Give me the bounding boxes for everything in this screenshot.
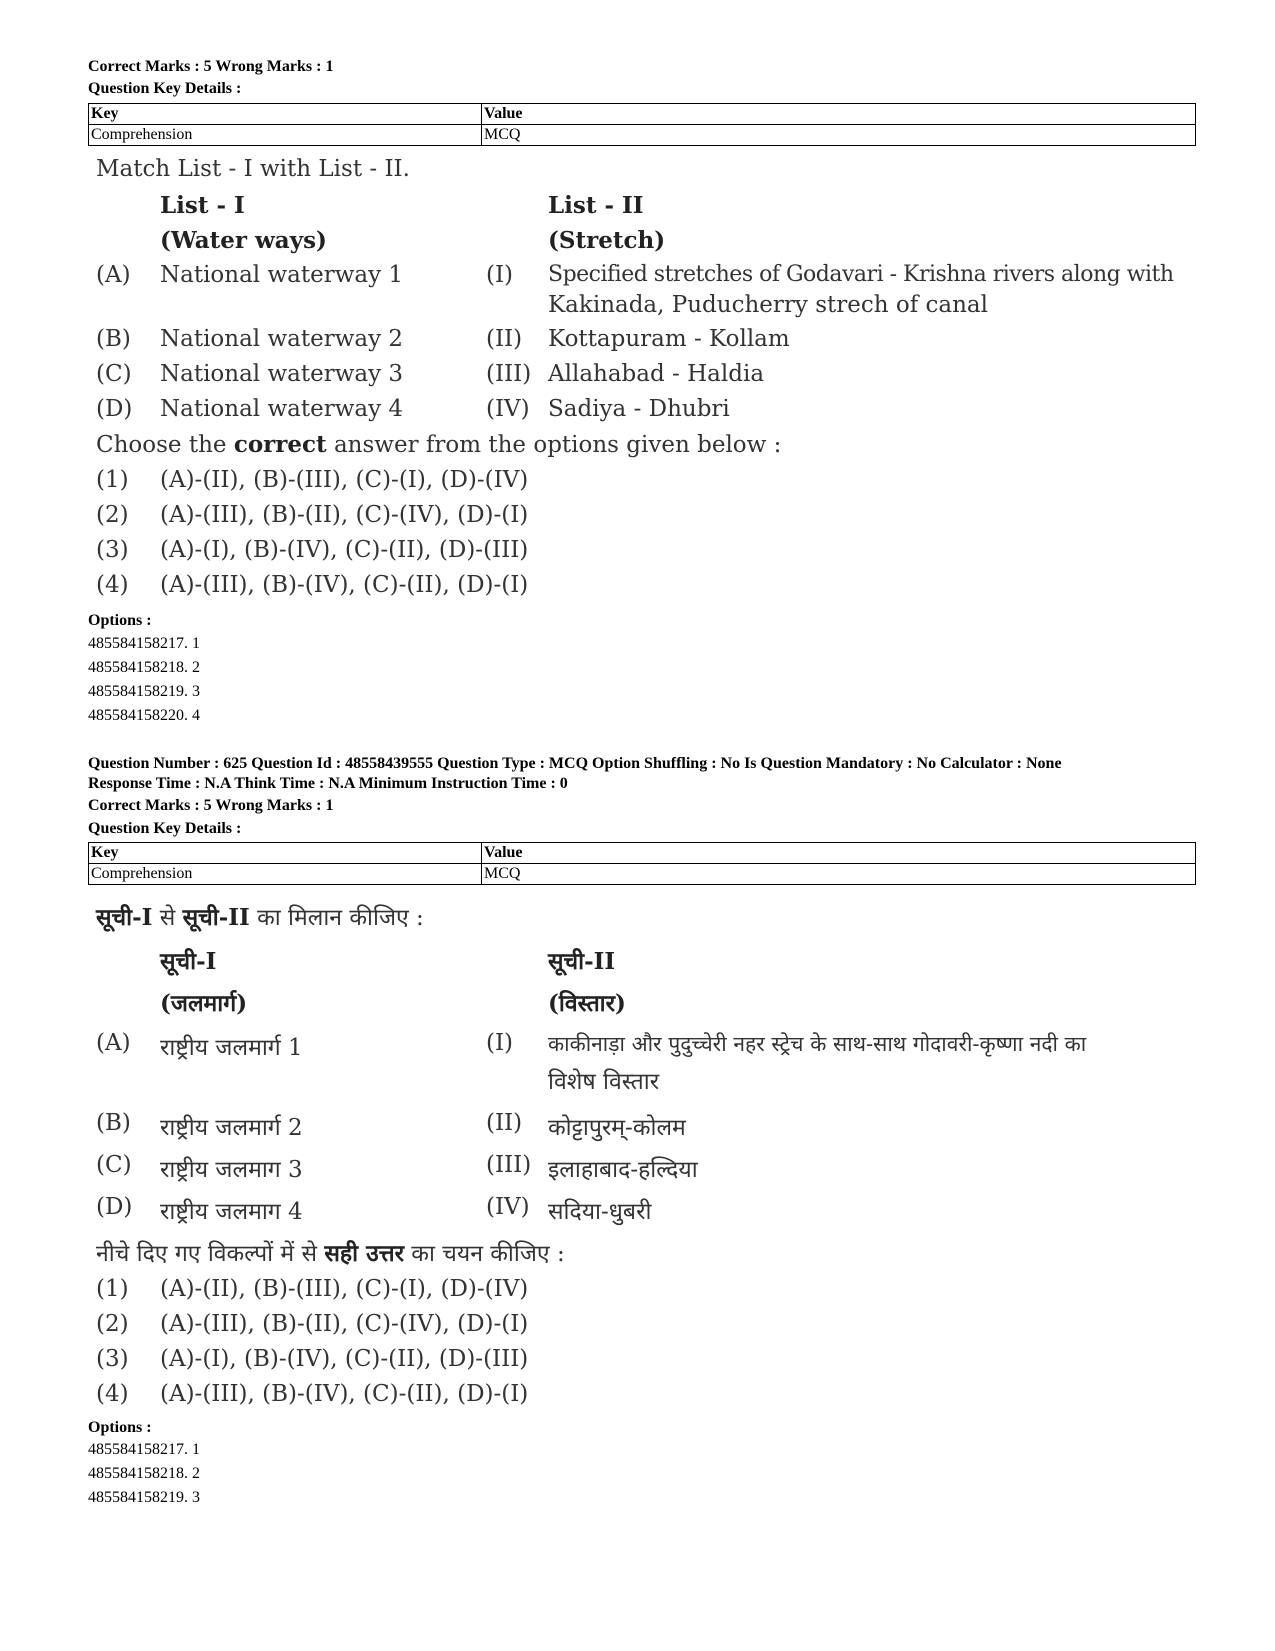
q1-option-2[interactable]: 485584158218. 2 xyxy=(88,659,200,676)
q2-marks: Correct Marks : 5 Wrong Marks : 1 xyxy=(88,797,334,814)
q2-answer-3-num: (3) xyxy=(96,1346,129,1372)
q2-key-cell: Comprehension xyxy=(89,864,482,885)
q2-list1-title: सूची-I xyxy=(160,948,217,975)
q1-row-b-roman: (II) xyxy=(486,326,523,352)
q1-option-3[interactable]: 485584158219. 3 xyxy=(88,683,200,700)
q2-row-c-label: (C) xyxy=(96,1152,132,1178)
q1-list2-title: List - II xyxy=(548,192,644,219)
q1-key-header: Key xyxy=(89,104,482,125)
q2-row-d-text: राष्ट्रीय जलमाग 4 xyxy=(160,1199,303,1225)
q2-row-d-roman: (IV) xyxy=(486,1194,530,1220)
q2-list2-sub: (विस्तार) xyxy=(548,990,626,1017)
q1-row-d-text: National waterway 4 xyxy=(160,396,404,422)
q1-value-header: Value xyxy=(482,104,1196,125)
q1-key-cell: Comprehension xyxy=(89,125,482,146)
q2-row-b-label: (B) xyxy=(96,1110,131,1136)
q1-value-cell: MCQ xyxy=(482,125,1196,146)
q1-row-b-text: National waterway 2 xyxy=(160,326,404,352)
q2-row-a-stretch: काकीनाड़ा और पुदुच्चेरी नहर स्ट्रेच के साथ-साथ गोदावरी-कृष्णा नदी का xyxy=(548,1032,1087,1056)
q1-choose-instruction: Choose the correct answer from the options given below : xyxy=(96,431,782,458)
q2-option-1[interactable]: 485584158217. 1 xyxy=(88,1441,200,1458)
q1-marks: Correct Marks : 5 Wrong Marks : 1 xyxy=(88,58,334,75)
q1-answer-1-text: (A)-(II), (B)-(III), (C)-(I), (D)-(IV) xyxy=(160,467,529,493)
q2-header-line2: Response Time : N.A Think Time : N.A Minimum Instruction Time : 0 xyxy=(88,775,568,792)
q2-key-header: Key xyxy=(89,843,482,864)
q2-answer-2-text: (A)-(III), (B)-(II), (C)-(IV), (D)-(I) xyxy=(160,1311,529,1337)
q2-row-c-text: राष्ट्रीय जलमाग 3 xyxy=(160,1157,303,1183)
q1-key-details-label: Question Key Details : xyxy=(88,80,242,97)
q1-row-a-roman: (I) xyxy=(486,262,514,288)
q1-list2-sub: (Stretch) xyxy=(548,227,666,254)
q2-option-2[interactable]: 485584158218. 2 xyxy=(88,1465,200,1482)
q2-answer-4-text: (A)-(III), (B)-(IV), (C)-(II), (D)-(I) xyxy=(160,1381,529,1407)
q2-row-c-stretch: इलाहाबाद-हल्दिया xyxy=(548,1157,698,1183)
q1-row-a-text: National waterway 1 xyxy=(160,262,404,288)
q1-row-c-stretch: Allahabad - Haldia xyxy=(548,361,765,387)
q1-row-a-stretch: Specified stretches of Godavari - Krishna rivers along with xyxy=(548,262,1174,287)
q1-option-4[interactable]: 485584158220. 4 xyxy=(88,707,200,724)
q2-row-c-roman: (III) xyxy=(486,1152,532,1178)
q2-row-b-text: राष्ट्रीय जलमार्ग 2 xyxy=(160,1115,303,1141)
q2-stem: सूची-I से सूची-II का मिलान कीजिए : xyxy=(96,904,424,931)
q1-answer-4-num: (4) xyxy=(96,572,129,598)
q2-row-d-label: (D) xyxy=(96,1194,133,1220)
q2-key-details-label: Question Key Details : xyxy=(88,820,242,837)
q1-row-c-text: National waterway 3 xyxy=(160,361,404,387)
q2-key-table xyxy=(88,842,1196,885)
q2-row-d-stretch: सदिया-धुबरी xyxy=(548,1199,652,1225)
q1-stem: Match List - I with List - II. xyxy=(96,156,410,182)
q1-key-table xyxy=(88,103,1196,146)
q1-row-c-label: (C) xyxy=(96,361,132,387)
q1-row-b-stretch: Kottapuram - Kollam xyxy=(548,326,790,352)
q1-row-a-label: (A) xyxy=(96,262,131,288)
q1-row-b-label: (B) xyxy=(96,326,131,352)
q2-row-b-roman: (II) xyxy=(486,1110,523,1136)
q2-value-header: Value xyxy=(482,843,1196,864)
q1-row-d-stretch: Sadiya - Dhubri xyxy=(548,396,730,422)
q2-list1-sub: (जलमार्ग) xyxy=(160,990,248,1017)
q1-row-d-label: (D) xyxy=(96,396,133,422)
q2-answer-4-num: (4) xyxy=(96,1381,129,1407)
q2-options-label: Options : xyxy=(88,1419,152,1436)
q1-options-label: Options : xyxy=(88,612,152,629)
q1-answer-4-text: (A)-(III), (B)-(IV), (C)-(II), (D)-(I) xyxy=(160,572,529,598)
q1-row-c-roman: (III) xyxy=(486,361,532,387)
q2-options-list xyxy=(88,1438,200,1510)
q1-answer-3-num: (3) xyxy=(96,537,129,563)
q2-row-a-roman: (I) xyxy=(486,1030,514,1056)
q2-row-b-stretch: कोट्टापुरम्-कोलम xyxy=(548,1115,686,1141)
q1-list1-sub: (Water ways) xyxy=(160,227,327,254)
q2-row-a-label: (A) xyxy=(96,1030,131,1056)
q1-list1-title: List - I xyxy=(160,192,245,219)
q1-options-list xyxy=(88,632,200,728)
q1-row-a-stretch-2: Kakinada, Puducherry strech of canal xyxy=(548,292,988,318)
q1-answer-2-num: (2) xyxy=(96,502,129,528)
q2-row-a-stretch-2: विशेष विस्तार xyxy=(548,1069,660,1095)
q1-option-1[interactable]: 485584158217. 1 xyxy=(88,635,200,652)
q2-choose-instruction: नीचे दिए गए विकल्पों में से सही उत्तर का चयन कीजिए : xyxy=(96,1240,565,1267)
q1-answer-1-num: (1) xyxy=(96,467,129,493)
q1-answer-3-text: (A)-(I), (B)-(IV), (C)-(II), (D)-(III) xyxy=(160,537,529,563)
q2-answer-2-num: (2) xyxy=(96,1311,129,1337)
q2-list2-title: सूची-II xyxy=(548,948,616,975)
q2-answer-1-text: (A)-(II), (B)-(III), (C)-(I), (D)-(IV) xyxy=(160,1276,529,1302)
q2-answer-1-num: (1) xyxy=(96,1276,129,1302)
q2-value-cell: MCQ xyxy=(482,864,1196,885)
q2-option-3[interactable]: 485584158219. 3 xyxy=(88,1489,200,1506)
q2-header-line1: Question Number : 625 Question Id : 48558439555 Question Type : MCQ Option Shuffling : No Is Question Mandatory : No Calculator : None xyxy=(88,755,1062,772)
q1-row-d-roman: (IV) xyxy=(486,396,530,422)
q1-answer-2-text: (A)-(III), (B)-(II), (C)-(IV), (D)-(I) xyxy=(160,502,529,528)
q2-answer-3-text: (A)-(I), (B)-(IV), (C)-(II), (D)-(III) xyxy=(160,1346,529,1372)
q2-row-a-text: राष्ट्रीय जलमार्ग 1 xyxy=(160,1035,303,1061)
